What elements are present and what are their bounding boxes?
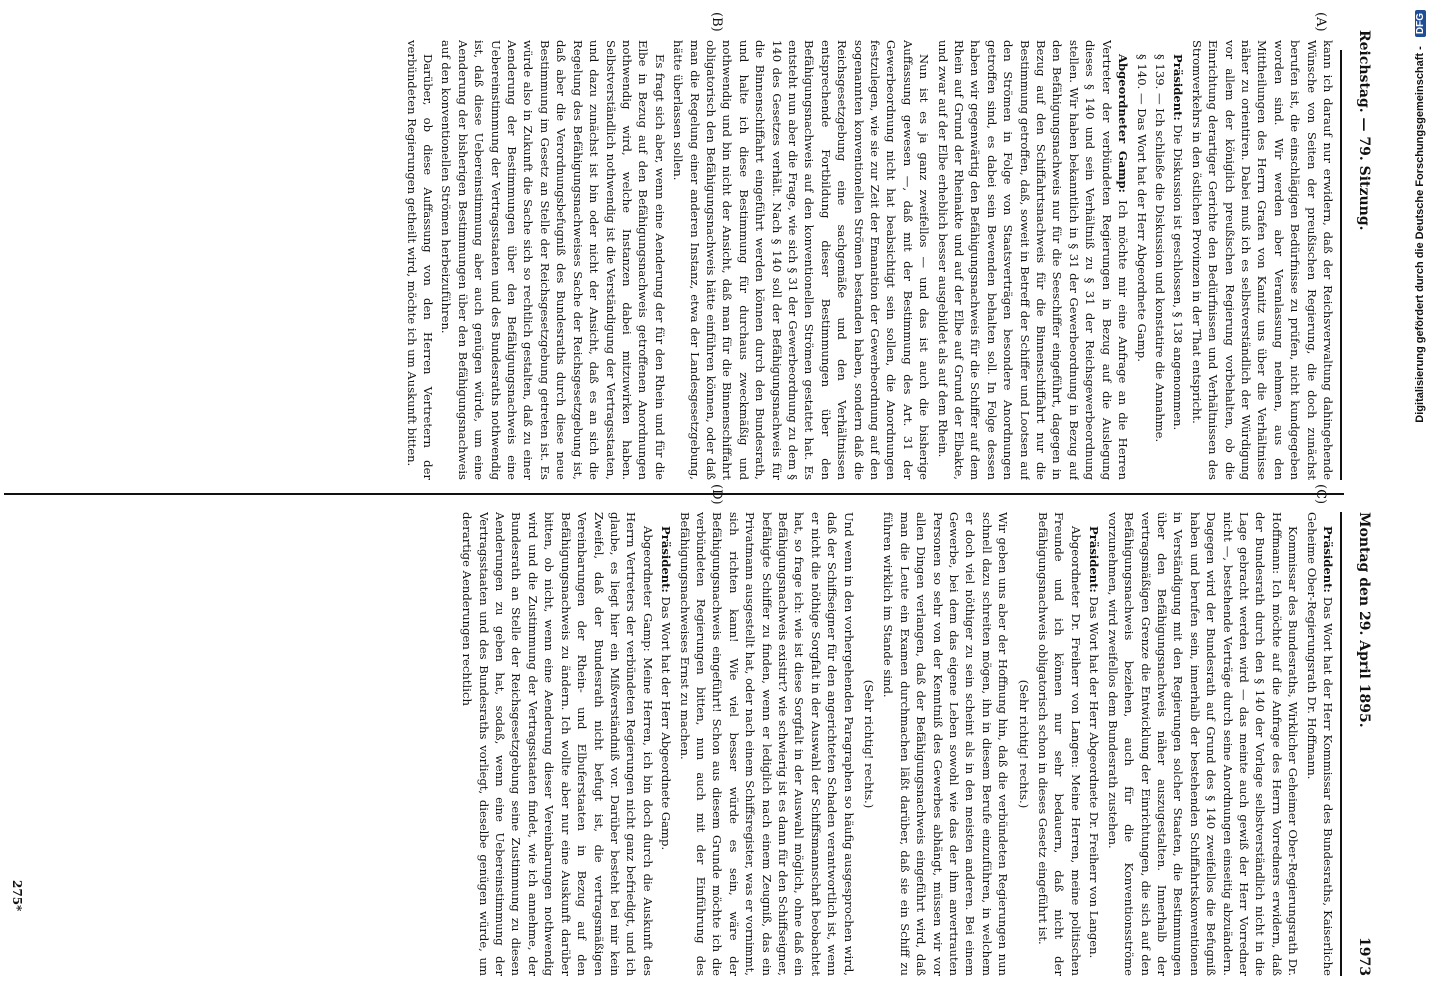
speaker-label: Präsident: <box>1171 54 1186 121</box>
page-header-left: Reichstag. — 79. Sitzung. <box>1356 30 1372 231</box>
paragraph <box>1170 40 1186 480</box>
paragraph <box>658 512 674 976</box>
paragraph <box>861 512 877 976</box>
page-number: 1973 <box>1356 937 1372 976</box>
paragraph <box>438 40 668 480</box>
paragraph-text: (Sehr richtig! rechts.) <box>1016 679 1031 809</box>
paragraph <box>1133 40 1149 480</box>
column-divider <box>4 493 1344 495</box>
margin-marker-c: (C) <box>1313 484 1328 505</box>
sheet-mark: 275* <box>10 880 24 912</box>
dfg-logo: DFG <box>1415 10 1426 37</box>
paragraph <box>1104 512 1301 976</box>
paragraph <box>1152 40 1168 480</box>
paragraph-text: Es fragt sich aber, wenn eine Aenderung der für den Rhein und für die Elbe in Bezug auf den Befähigungsnachweis getroffenen Anordnungen nothwendig wird, welche Instanzen dabei mitzuwirken haben. Selbstverständlich nothwendig ist die Verständigung der Vertragsstaaten, und dazu zunächst ist bin oder nicht der Ansicht, daß es an sich die Regelung des Befähigungsnachweises Sache der Reichsgesetzgebung ist, daß aber die Verordnungsbefugniß des Bundesraths durch diese neue Bestimmung im Gesetz an Stelle der Reichsgesetzgebung getreten ist. Es würde also in Zukunft die Sache sich so rechtlich gestalten, daß zu einer Aenderung der Bestimmungen über den Befähigungsnachweis eine Uebereinstimmung der Vertragsstaaten und des Bundesraths nothwendig ist, daß diese Uebereinstimmung aber auch genügen würde, um eine Aenderung der bisherigen Bestimmungen über den Befähigungsnachweis auf den konventionellen Strömen herbeizuführen. <box>439 40 667 480</box>
paragraph <box>459 512 656 976</box>
speaker-label: Präsident: <box>1321 526 1335 593</box>
paragraph <box>1303 512 1336 976</box>
paragraph <box>1015 512 1031 976</box>
paragraph <box>1035 512 1084 976</box>
paragraph-text: Und wenn in den vorhergehenden Paragraphen so häufig ausgesprochen wird, daß der Schiffseigner für den angerichteten Schaden verantwortlich ist, wenn er nicht die nöthige Sorgfalt in der Auswahl der Schiffsmannschaft beobachtet hat, so frage ich: wie ist diese Sorgfalt in der Auswahl möglich, ohne daß ein Befähigungsnachweis existirt? wie schwierig ist es dann für den Schiffseigner, befähigte Schiffer zu finden, wenn er lediglich nach einem Zeugniß, das ein Privatmann ausgestellt hat, oder nach einem Schiffsregister, was er vornimmt, sich richten kann! Wie viel besser würde es sein, wäre der Befähigungsnachweis eingeführt! Schon aus diesem Grunde möchte ich die verbündeten Regierungen bitten, nun auch mit der Einführung des Befähigungsnachweises Ernst zu machen. <box>677 512 856 976</box>
digitization-credit <box>1410 0 1432 1000</box>
paragraph-text: Abgeordneter Gamp: Meine Herren, ich bin doch durch die Auskunft des Herrn Vertreters der verbündeten Regierungen nicht ganz befriedigt, und ich glaube, es liegt hier ein Mißverständniß vor. Darüber besteht bei mir kein Zweifel, daß der Bundesrath nicht befugt ist, die vertragsmäßigen Vereinbarungen der Rhein- und Elbuferstaaten in Bezug auf den Befähigungsnachweis zu ändern. Ich wollte aber nur eine Auskunft darüber bitten, ob nicht, wenn eine Aenderung dieser Vereinbarungen nothwendig wird und die Zustimmung der Vertragsstaaten findet, wie ich annehme, der Bundesrath an Stelle der Reichsgesetzgebung seine Zustimmung zu diesen Aenderungen zu geben hat, sodaß, wenn eine Uebereinstimmung der Vertragsstaaten und des Bundesraths vorliegt, dieselbe genügen würde, um derartige Aenderungen rechtlich <box>460 512 655 976</box>
paragraph-text: Das Wort hat der Herr Abgeordnete Dr. Freiherr von Langen. <box>1087 592 1102 959</box>
margin-marker-a: (A) <box>1313 12 1328 32</box>
paragraph-text: Kommissar des Bundesraths, Wirklicher Geheimer Ober-Regierungsrath Dr. Hoffmann: Ich möchte auf die Anfrage des Herrn Vorredners erwidern, daß der Bundesrath durch den § 140 der Vorlage selbstverständlich nicht in die Lage gebracht werden wird — das meinte auch gewiß der Herr Vorredner nicht —, bestehende Verträge durch seine Anordnungen einseitig abzuändern. Dagegen wird der Bundesrath auf Grund des § 140 zweifellos die Befugniß haben und berufen sein, innerhalb der bestehenden Schiffahrtskonventionen in Verständigung mit den Regierungen solcher Staaten, die Bestimmungen über den Befähigungsnachweis näher auszugestalten. Innerhalb der vertragsmäßigen Grenze die Entwicklung der Einrichtungen, die sich auf den Befähigungsnachweis beziehen, auch für die Konventionsströme vorzunehmen, wird zweifellos dem Bundesrath zustehen. <box>1105 512 1301 976</box>
paragraph-text: Das Wort hat der Herr Kommissar des Bundesraths, Kaiserliche Geheime Ober-Regierungsrath Dr. Hoffmann. <box>1304 512 1335 976</box>
paragraph-text: Nun ist es ja ganz zweifellos — und das ist auch die bisherige Auffassung gewesen —, daß mit der Bestimmung des Art. 31 der Gewerbeordnung nicht hat beabsichtigt sein sollen, die Anordnungen festzulegen, wie sie zur Zeit der Emanation der Gewerbeordnung auf den sogenannten konventionellen Strömen bestanden haben, sondern daß die Reichsgesetzgebung eine sachgemäße und den Verhältnissen entsprechende Fortbildung dieser Bestimmungen über den Befähigungsnachweis auf den konventionellen Strömen gestattet hat. Es entsteht nun aber die Frage, wie sich § 31 der Gewerbeordnung zu dem § 140 des Gesetzes verhält. Nach § 140 soll der Befähigungsnachweis für die Binnenschiffahrt eingeführt werden können durch den Bundesrath, und halte ich diese Bestimmung für durchaus zweckmäßig und nothwendig und bin nicht der Ansicht, daß man für die Binnenschiffahrt obligatorisch den Befähigungsnachweis hätte einführen können, oder daß man die Regelung einer anderen Instanz, etwa der Landesgesetzgebung, hätte überlassen sollen. <box>671 40 932 480</box>
paragraph <box>1188 40 1336 480</box>
paragraph-text: Wir geben uns aber der Hoffnung hin, daß die verbündeten Regierungen nun schnell dazu schreiten mögen, ihn in diesem Berufe einzuführen, in welchem er doch viel nöthiger zu sein scheint als in den meisten anderen. Bei einem Gewerbe, bei dem das eigene Leben sowohl wie das der ihm anvertrauten Personen so sehr von der Kenntniß des Gewerbes abhängt, müssen wir vor allen Dingen verlangen, daß der Befähigungsnachweis eingeführt wird, daß man die Leute ein Examen durchmachen läßt darüber, daß sie ein Schiff zu führen wirklich im Stande sind. <box>881 512 1011 976</box>
paragraph-text: Die Diskussion ist geschlossen, § 138 angenommen. <box>1171 120 1186 431</box>
speaker-label: Präsident: <box>659 526 674 593</box>
paragraph-text: Das Wort hat der Herr Abgeordnete Gamp. <box>659 592 674 851</box>
paragraph <box>934 40 1131 480</box>
header-rule-right <box>1340 512 1342 976</box>
text-column-left <box>6 40 1336 480</box>
paragraph-text: § 140. — Das Wort hat der Herr Abgeordnete Gamp. <box>1134 54 1149 362</box>
speaker-label: Präsident: <box>1087 526 1102 593</box>
paragraph <box>676 512 856 976</box>
paragraph <box>880 512 1011 976</box>
margin-marker-d: (D) <box>709 484 724 505</box>
paragraph-text: (Sehr richtig! rechts.) <box>862 679 877 809</box>
paragraph-text: Abgeordneter Dr. Freiherr von Langen: Meine Herren, meine politischen Freunde und ich können nur sehr bedauern, daß nicht der Befähigungsnachweis obligatorisch schon in dieses Gesetz eingeführt ist. <box>1036 512 1083 976</box>
paragraph-text: § 139. — Ich schließe die Diskussion und konstatire die Annahme. <box>1152 54 1167 443</box>
credit-text: Digitalisierung gefördert durch die Deutsche Forschungsgemeinschaft - <box>1414 46 1426 423</box>
paragraph-text: kann ich darauf nur erwidern, daß der Reichsverwaltung dahingehende Wünsche von Seiten der preußischen Regierung, die doch zunächst berufen ist, die einschlägigen Bedürfnisse zu prüfen, nicht kundgegeben worden sind. Wir werden aber Veranlassung nehmen, aus den Mittheilungen des Herrn Grafen von Kanitz uns über die Verhältnisse näher zu orientiren. Dabei muß ich es selbstverständlich der Würdigung vor allem der königlich preußischen Regierung vorbehalten, ob die Einrichtung derartiger Gerichte den Bedürfnissen und Verhältnissen des Stromverkehrs in den östlichen Provinzen in der That entspricht. <box>1189 40 1335 480</box>
speaker-label: Abgeordneter Gamp: <box>1116 54 1131 193</box>
paragraph-text: Ich möchte mir eine Anfrage an die Herren Vertreter der verbündeten Regierungen in Bezug auf die Auslegung dieses § 140 und sein Verhältniß zu § 31 der Reichsgewerbeordnung stellen. Wir haben bekanntlich in § 31 der Gewerbeordnung in Bezug auf den Befähigungsnachweis nur für die Seeschiffer eingeführt, dagegen in Bezug auf den Schiffahrtsnachweis für die Binnenschiffahrt nur die Bestimmung getroffen, daß, soweit in Betreff der Schiffer und Lootsen auf den Strömen in Folge von Staatsverträgen besondere Anordnungen getroffen sind, es dabei sein Bewenden behalten soll. In Folge dessen haben wir gegenwärtig den Befähigungsnachweis für die Schiffer auf dem Rhein auf Grund der Rheinakte und auf der Elbe auf Grund der Elbakte, und zwar auf der Elbe erheblich besser ausgebildet als auf dem Rhein. <box>935 40 1131 480</box>
page-header-date: Montag den 29. April 1895. <box>1356 512 1372 728</box>
paragraph-text: Darüber, ob diese Auffassung von den Herren Vertretern der verbündeten Regierungen getheilt wird, möchte ich um Auskunft bitten. <box>404 40 436 480</box>
paragraph <box>1086 512 1102 976</box>
margin-marker-b: (B) <box>709 12 724 32</box>
paragraph <box>670 40 933 480</box>
paragraph <box>403 40 436 480</box>
text-column-right <box>6 512 1336 976</box>
header-rule-left <box>1340 50 1342 480</box>
